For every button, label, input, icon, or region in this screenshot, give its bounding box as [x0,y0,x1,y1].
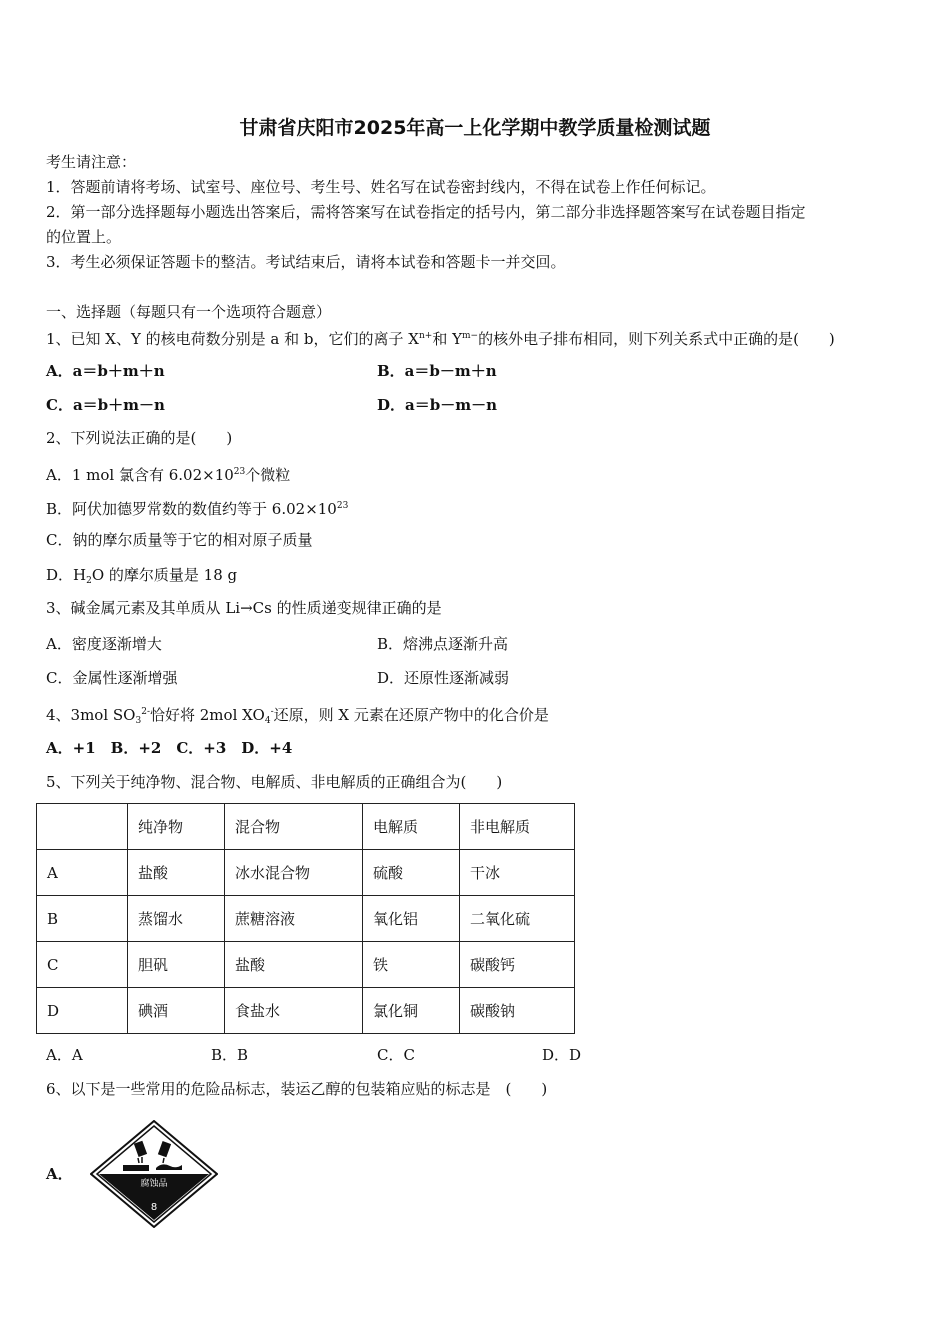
table-cell: 盐酸 [128,850,225,896]
table-row [37,850,575,896]
table-cell: 干冰 [460,850,575,896]
question-2-option-d: D．$H_2O$ 的摩尔质量是 18 g [46,566,238,586]
question-3-option-d: D．还原性逐渐减弱 [377,669,510,687]
table-cell: D [37,988,128,1034]
table-cell: 冰水混合物 [225,850,363,896]
table-cell: 蒸馏水 [128,896,225,942]
table-cell: C [37,942,128,988]
notice-heading: 考生请注意： [46,153,137,171]
table-cell: 氯化铜 [363,988,460,1034]
table-cell: 胆矾 [128,942,225,988]
notice-item: 2．第一部分选择题每小题选出答案后，需将答案写在试卷指定的括号内，第二部分非选择题答案写在试卷题目指定 [46,203,806,221]
table-cell: B [37,896,128,942]
question-5-stem: 5、下列关于纯净物、混合物、电解质、非电解质的正确组合为( ) [46,773,503,791]
question-5-option-c: C．C [377,1046,415,1064]
table-cell: 食盐水 [225,988,363,1034]
corrosive-hazard-sign [90,1120,218,1228]
question-6-option-a: A． [46,1165,73,1183]
table-cell: 碳酸钠 [460,988,575,1034]
question-2-option-c: C．钠的摩尔质量等于它的相对原子质量 [46,531,313,549]
table-cell: 铁 [363,942,460,988]
question-1-option-c: C．a＝b＋m－n [46,396,165,414]
table-cell: 盐酸 [225,942,363,988]
question-5-option-b: B．B [211,1046,249,1064]
question-3-option-a: A．密度逐渐增大 [46,635,162,653]
classification-table [36,803,575,1034]
table-header-cell: 电解质 [363,804,460,850]
question-2-option-b: B．阿伏加德罗常数的数值约等于 $6.02\times 10^{23}$ [46,500,349,518]
question-1-option-d: D．a＝b－m－n [377,396,497,414]
section-heading: 一、选择题（每题只有一个选项符合题意） [46,303,332,321]
table-cell: 蔗糖溶液 [225,896,363,942]
question-5-option-d: D．D [542,1046,582,1064]
question-6-stem: 6、以下是一些常用的危险品标志，装运乙醇的包装箱应贴的标志是 ( ) [46,1080,548,1098]
table-cell: 二氧化硫 [460,896,575,942]
question-5-option-a: A．A [46,1046,83,1064]
page-title: 甘肃省庆阳市2025年高一上化学期中教学质量检测试题 [239,117,711,139]
table-cell: 碳酸钙 [460,942,575,988]
table-header-cell [37,804,128,850]
question-1-stem: 1、已知 X、Y 的核电荷数分别是 a 和 b，它们的离子 $X^{n+}$和 $Y^{m-}$的核外电子排布相同，则下列关系式中正确的是( ) [46,330,835,348]
notice-item: 的位置上。 [46,228,122,246]
question-3-option-b: B．熔沸点逐渐升高 [377,635,509,653]
sign-class: 8 [150,1202,158,1213]
table-row [37,942,575,988]
table-cell: 硫酸 [363,850,460,896]
question-3-stem: 3、碱金属元素及其单质从 Li→Cs 的性质递变规律正确的是 [46,599,442,617]
sign-label: 腐蚀品 [140,1179,168,1189]
question-4-stem: 4、3mol $SO_3^{2-}$恰好将 2mol $XO_4^-$还原，则 X 元素在还原产物中的化合价是 [46,706,549,726]
notice-item: 1．答题前请将考场、试室号、座位号、考生号、姓名写在试卷密封线内，不得在试卷上作任何标记。 [46,178,716,196]
question-3-option-c: C．金属性逐渐增强 [46,669,178,687]
table-cell: 氧化铝 [363,896,460,942]
table-header-cell: 混合物 [225,804,363,850]
question-4-options: A．+1 B．+2 C．+3 D．+4 [46,739,293,757]
table-header-cell: 纯净物 [128,804,225,850]
table-header-row [37,804,575,850]
question-1-option-a: A．a＝b＋m＋n [46,362,165,380]
table-header-cell: 非电解质 [460,804,575,850]
question-1-option-b: B．a＝b－m＋n [377,362,497,380]
question-2-stem: 2、下列说法正确的是( ) [46,429,233,447]
table-cell: A [37,850,128,896]
notice-item: 3．考生必须保证答题卡的整洁。考试结束后，请将本试卷和答题卡一并交回。 [46,253,566,271]
table-row [37,988,575,1034]
table-cell: 碘酒 [128,988,225,1034]
table-row [37,896,575,942]
question-2-option-a: A．1 mol 氯含有 $6.02\times 10^{23}$个微粒 [46,466,291,484]
